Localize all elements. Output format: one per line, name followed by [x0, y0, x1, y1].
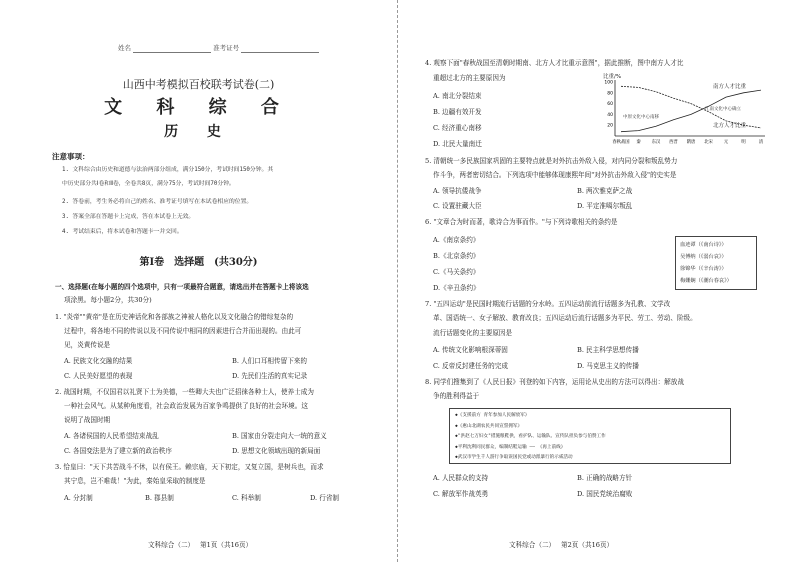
- q8-option-a[interactable]: A. 人民群众的支持: [433, 474, 489, 482]
- q7-option-d[interactable]: D. 马克思主义的传播: [577, 362, 639, 370]
- newspaper-box: [449, 408, 731, 464]
- notice-line: 1. 文科综合由历史和道德与法治两部分组成，满分150分，考试时间150分钟。其: [62, 167, 274, 173]
- footer-page: 第1页（共16页）: [200, 541, 253, 549]
- q8-option-c[interactable]: C. 解放军作战英勇: [433, 490, 489, 498]
- q7-option-b[interactable]: B. 民主科学思想传播: [577, 346, 639, 354]
- x-tick-label: 秦: [636, 140, 641, 145]
- newspaper-line: ◆"洪赵七万妇女"措施粮鞋供，看护队、运输队、宣传队担负参与伯赞工作: [455, 434, 606, 439]
- x-tick-label: 西晋: [669, 140, 678, 145]
- q4-text: 重超过北方的主要原因为: [433, 74, 506, 82]
- newspaper-line: ◆武汉市学生千人游行争取误国民党或动派暴行的示威活动: [455, 455, 573, 460]
- q2-text: 一种社会风气。从某种角度看，社会政治发展为百家争鸣提供了良好的社会环境。这: [64, 402, 308, 410]
- q7-text: 流行话题变化的主要原因是: [433, 329, 513, 337]
- q2-option-a[interactable]: A. 各诸侯国的人民希望结束战乱: [64, 432, 159, 440]
- footer-subject: 文科综合（二）: [509, 541, 556, 549]
- newspaper-line: ◆《惠山北湖农民共同宣誓拥军》: [455, 423, 523, 429]
- q7-option-c[interactable]: C. 反帝反封建任务的完成: [433, 362, 508, 370]
- notice-line: 2. 答卷前，考生务必将自己的姓名、准考证号填写在本试卷相应的位置。: [62, 199, 253, 205]
- q4-option-a[interactable]: A. 南北分裂结束: [433, 92, 482, 100]
- footer-subject: 文科综合（二）: [148, 541, 195, 549]
- id-field[interactable]: [241, 44, 319, 53]
- x-tick-label: 清: [758, 140, 764, 145]
- x-tick-label: 东汉: [651, 140, 661, 145]
- poem-line: 徐锦华（《辛台涛》）: [680, 266, 727, 272]
- q4-text: 4. 观察下面"春秋战国至清朝时期南、北方人才比重示意图"，据此推断，图中南方人才比: [425, 59, 684, 67]
- x-tick-label: 隋唐: [686, 140, 696, 145]
- q1-option-a[interactable]: A. 民族文化交融的结果: [64, 357, 133, 365]
- y-tick-label: 20: [607, 123, 613, 129]
- q2-text: 说明了战国时期: [64, 416, 111, 424]
- exam-header: [118, 44, 319, 53]
- q2-text: 2. 战国时期，不仅国君以礼贤下士为美德，一些卿大夫也广泛招徕各种士人，使养士成为: [55, 388, 314, 396]
- q4-option-c[interactable]: C. 经济重心南移: [433, 124, 482, 132]
- legend-south: 南方人才比重: [713, 84, 747, 90]
- q5-option-a[interactable]: A. 领导抗倭战争: [433, 187, 482, 195]
- q6-text: 6. "文章合为时而著，歌诗合为事而作。"与下列诗歌相关的条约是: [425, 218, 618, 226]
- chart-ylabel: 比重/%: [603, 74, 622, 80]
- q3-option-b[interactable]: B. 郡县制: [145, 494, 174, 502]
- q8-option-d[interactable]: D. 国民党统治腐败: [577, 490, 633, 498]
- q5-text: 5. 清朝统一多民族国家巩固的主要特点就是对外抗击外敌入侵，对内同分裂和叛乱势力: [425, 157, 678, 165]
- q1-option-d[interactable]: D. 先民们生活的真实记录: [232, 372, 308, 380]
- notice-line: 3. 答案全部在答题卡上完成，答在本试卷上无效。: [62, 214, 195, 220]
- x-tick-label: 明: [741, 140, 746, 145]
- notice-heading: 注意事项：: [52, 152, 90, 161]
- q3-option-a[interactable]: A. 分封制: [64, 494, 93, 502]
- q6-option-d[interactable]: D.《辛丑条约》: [433, 284, 480, 292]
- section-subject: 历 史: [164, 124, 233, 140]
- poem-line: 血迹谭（《南台诗》）: [680, 242, 727, 248]
- name-label: 姓名: [118, 44, 131, 53]
- q1-text: 1. "炎帝""黄帝"是在历史神话化和各部族之神被人格化以及文化融合的错综复杂的: [55, 313, 294, 321]
- q8-option-b[interactable]: B. 正确的战略方针: [577, 474, 633, 482]
- name-field[interactable]: [133, 44, 211, 53]
- y-tick-label: 100: [604, 80, 613, 86]
- footer-page: 第2页（共16页）: [561, 541, 614, 549]
- q7-text: 革、国语统一、女子解放、教育改良；五四运动后流行话题多为平民、劳工、劳动、阶级。: [433, 314, 697, 322]
- q8-text: 8. 同学们搜集到了《人民日报》刊登的如下内容，运用论从史出的方法可以得出：解放战: [425, 378, 684, 386]
- section-title: 第Ⅰ卷 选择题 (共30分): [139, 257, 258, 268]
- q3-option-c[interactable]: C. 科举制: [232, 494, 261, 502]
- q3-text: 3. 恰皇曰："天下共苦战斗不休，以有侯王。赖宗庙，天下初定，又复立国，是树兵也，而求: [55, 463, 324, 471]
- q7-text: 7. "五四运动"是民国时期流行话题的分水岭。五四运动前流行话题多为孔教、文学改: [425, 300, 671, 308]
- q6-option-a[interactable]: A.《南京条约》: [433, 236, 480, 244]
- exam-title: 山西中考模拟百校联考试卷(二): [122, 78, 275, 91]
- notice-line: 中历史部分共Ⅰ卷和Ⅱ卷，全卷共8页，满分75分，考试时间70分钟。: [62, 181, 235, 187]
- section-intro: 项涂黑。每小题2分，共30分): [64, 296, 152, 304]
- subject-title: 文 科 综 合: [104, 97, 293, 118]
- y-tick-label: 40: [607, 112, 613, 118]
- q5-text: 作斗争，两者密切结合。下列选项中能够体现康熙年间"对外抗击外敌入侵"的史实是: [433, 171, 677, 179]
- right-page: [397, 0, 794, 562]
- poem-line: 吴傅纳（《弱台哀》）: [680, 254, 727, 260]
- q1-text: 见，炎黄传说是: [64, 341, 111, 349]
- q2-option-c[interactable]: C. 各国变法是为了建立新的政治秩序: [64, 447, 172, 455]
- legend-north: 北方人才比重: [713, 123, 747, 129]
- notice-line: 4. 考试结束后，将本试卷和答题卡一并交回。: [62, 229, 183, 235]
- q5-option-b[interactable]: B. 两次雅克萨之战: [577, 187, 633, 195]
- q8-text: 争的胜利得益于: [433, 392, 480, 400]
- newspaper-line: ◆平利沈利同民群众，编制结鞋运输 —— 《再上前线》: [455, 444, 566, 450]
- q6-option-b[interactable]: B.《北京条约》: [433, 252, 480, 260]
- q5-option-d[interactable]: D. 平定准噶尔叛乱: [577, 202, 633, 210]
- y-tick-label: 80: [607, 91, 613, 97]
- q2-option-b[interactable]: B. 国家由分裂走向大一统的意义: [232, 432, 327, 440]
- chart-annotation: 中原文化中心南移: [623, 115, 659, 120]
- poem-box: [675, 236, 757, 290]
- id-label: 准考证号: [213, 44, 240, 53]
- q4-option-b[interactable]: B. 边疆有效开发: [433, 108, 482, 116]
- q1-text: 过程中，将各地不同的传说以及不同传说中相同的因素进行合并而出现的。由此可: [64, 327, 302, 335]
- y-tick-label: 60: [607, 102, 613, 108]
- q1-option-b[interactable]: B. 人们口耳相传留下来的: [232, 357, 307, 365]
- q5-option-c[interactable]: C. 设置驻藏大臣: [433, 202, 482, 210]
- newspaper-line: ◆《支援前方 青年参加人民解放军》: [455, 413, 530, 418]
- q1-option-c[interactable]: C. 人民美好愿望的表现: [64, 372, 133, 380]
- q3-option-d[interactable]: D. 行省制: [310, 494, 340, 502]
- q2-option-d[interactable]: D. 思想文化领域出现的新局面: [232, 447, 321, 455]
- x-tick-label: 春秋战国: [612, 140, 630, 145]
- x-tick-label: 元: [723, 140, 729, 145]
- q4-option-d[interactable]: D. 北民大量南迁: [433, 140, 482, 148]
- q6-option-c[interactable]: C.《马关条约》: [433, 268, 480, 276]
- section-intro: 一、选择题(在每小题的四个选项中，只有一项最符合题意，请选出并在答题卡上将该选: [55, 283, 309, 291]
- x-tick-label: 北宋: [704, 140, 713, 145]
- q7-option-a[interactable]: A. 传统文化影响根深蒂固: [433, 346, 508, 354]
- chart-annotation: 江南文化中心确立: [705, 107, 741, 112]
- talent-ratio-chart: [593, 70, 773, 152]
- q3-text: 其宁息，岂不难哉！"为此，秦始皇采取的制度是: [64, 477, 206, 485]
- poem-line: 梅姗娴（《潮台春哀》）: [680, 278, 732, 284]
